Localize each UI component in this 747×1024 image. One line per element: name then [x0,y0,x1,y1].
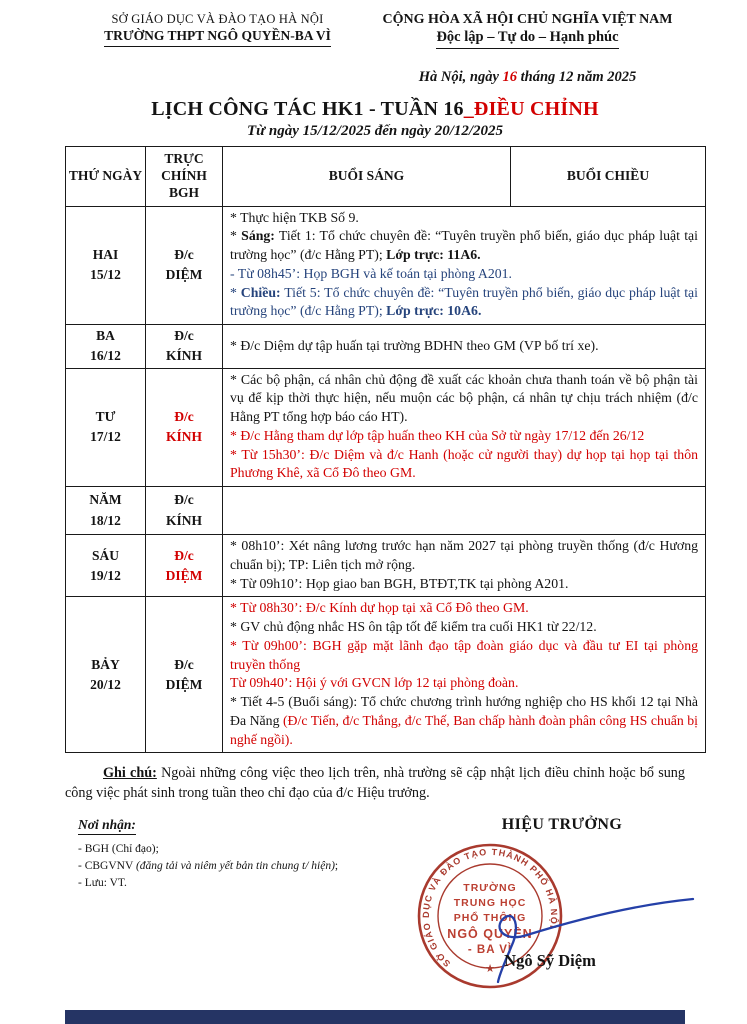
stamp-line: - BA VÌ [467,943,513,956]
text-segment: * Từ 09h10’: Họp giao ban BGH, BTĐT,TK tại phòng A201. [230,575,569,591]
schedule-row-tư [66,368,706,487]
text-segment: - BGH (Chỉ đạo); [78,842,159,855]
day-cell [66,206,146,325]
stamp-line: NGÔ QUYỀN [447,926,533,941]
text-segment: - Từ 08h45’: Họp BGH và kế toán tại phòng A201. [230,265,512,281]
day-date: 16/12 [90,348,121,364]
text-segment: * Đ/c Hằng tham dự lớp tập huấn theo KH của Sở từ ngày 17/12 đến 26/12 [230,427,645,443]
schedule-line [230,446,698,484]
national-title: CỘNG HÒA XÃ HỘI CHỦ NGHĨA VIỆT NAM [382,12,673,27]
schedule-content-cell [223,487,706,535]
stamp-line: TRƯỜNG [463,881,517,894]
stamp-ring-text: SỞ GIÁO DỤC VÀ ĐÀO TẠO THÀNH PHỐ HÀ NỘI [420,846,560,969]
text-segment: Sáng: [241,228,275,244]
national-motto-block [370,12,685,86]
page-subtitle: Từ ngày 15/12/2025 đến ngày 20/12/2025 [246,123,504,139]
schedule-line [230,209,698,228]
date-prefix: Hà Nội, ngày [418,69,503,85]
text-segment: * Tiết 4-5 (Buổi sáng): Tổ chức chương trình hướng nghiệp cho HS khối 12 tại Nhà Đa Năng [230,694,698,728]
document-footer [65,815,685,975]
duty-line: KÍNH [165,348,202,364]
date-day: 16 [502,69,518,85]
day-date: 17/12 [90,429,121,445]
title-main: LỊCH CÔNG TÁC HK1 - TUẦN 16 [151,98,464,120]
day-name: TƯ [95,409,116,425]
col-header-afternoon: BUỔI CHIỀU [511,147,706,207]
duty-line: Đ/c [174,328,194,344]
text-segment: Ghi chú: [103,765,157,782]
text-segment: (Đ/c Tiến, đ/c Thắng, đ/c Thế, Ban chấp hành đoàn phân công HS chuẩn bị nghế ngồi). [230,712,698,747]
schedule-line [230,637,698,675]
schedule-line [230,227,698,265]
schedule-line [230,337,698,356]
next-page-edge [65,1010,685,1024]
recipients-block [65,816,417,971]
schedule-row-bảy [66,597,706,753]
duty-line: DIỆM [165,267,203,283]
duty-line: Đ/c [174,492,194,508]
day-name: SÁU [91,547,119,563]
col-header-morning: BUỔI SÁNG [223,147,511,207]
schedule-content-cell [223,535,706,597]
text-segment: * Đ/c Diệm dự tập huấn tại trường BDHN theo GM (VP bố trí xe). [230,337,599,353]
schedule-line [230,575,698,594]
col-header-duty: TRỰC CHÍNH BGH [146,147,223,207]
note-paragraph [65,764,685,802]
text-segment: * Từ 08h30’: Đ/c Kính dự họp tại xã Cổ Đô theo GM. [230,600,529,616]
text-segment: * Các bộ phận, cá nhân chủ động đề xuất các khoản chưa thanh toán về bộ phận tài vụ để kịp thời thực hiện, nếu muộn các bộ phận, cá nhân tự chịu trách nhiệm (đ/c Hằng PT tổng hợp báo cáo HT). [230,371,698,425]
recipient-item [78,858,417,875]
day-name: BA [96,328,115,344]
day-cell [66,368,146,487]
schedule-table [65,146,706,753]
text-segment: * Thực hiện TKB Số 9. [230,209,359,225]
day-cell [66,325,146,369]
title-adjustment: _ĐIỀU CHỈNH [463,98,599,120]
duty-cell [146,487,223,535]
text-segment: Lớp trực: 11A6. [386,247,481,263]
day-name: NĂM [89,492,122,508]
duty-cell [146,368,223,487]
duty-line: KÍNH [165,512,202,528]
schedule-line [230,599,698,618]
date-line [370,69,685,86]
duty-line: DIỆM [165,676,203,692]
text-segment: * 08h10’: Xét nâng lương trước hạn năm 2027 tại phòng truyền thống (đ/c Hương chuẩn bị); TP: Liên tịch mở rộng. [230,538,698,572]
school-name: TRƯỜNG THPT NGÔ QUYỀN-BA VÌ [104,28,331,47]
text-segment: Chiều: [240,284,281,300]
day-cell [66,487,146,535]
stamp-star-icon: ★ [485,962,495,975]
duty-cell [146,535,223,597]
org-parent-name: SỞ GIÁO DỤC VÀ ĐÀO TẠO HÀ NỘI [111,12,324,26]
duty-cell [146,206,223,325]
schedule-content-cell [223,206,706,325]
schedule-row-sáu [66,535,706,597]
text-segment: * Từ 15h30’: Đ/c Diệm và đ/c Hanh (hoặc cử người thay) dự họp tại họp tại thôn Phương Khê, xã Cổ Đô theo GM. [230,446,698,481]
schedule-content-cell [223,325,706,369]
stamp-line: PHỔ THÔNG [453,911,527,924]
duty-line: Đ/c [174,409,194,425]
text-segment: Từ 09h40’: Hội ý với GVCN lớp 12 tại phòng đoàn. [230,675,519,691]
duty-line: Đ/c [174,247,194,263]
schedule-line [230,284,698,322]
schedule-row-năm [66,487,706,535]
duty-cell [146,325,223,369]
schedule-row-hai [66,206,706,325]
date-rest: tháng 12 năm 2025 [517,69,637,85]
text-segment: * [230,228,242,244]
text-segment: ; [334,859,339,872]
day-name: HAI [92,247,119,263]
table-header-row [66,147,706,207]
col-header-day: THỨ NGÀY [66,147,146,207]
text-segment: * GV chủ động nhắc HS ôn tập tốt để kiểm tra cuối HK1 từ 22/12. [230,619,597,635]
schedule-line [230,618,698,637]
document-header [65,12,685,86]
duty-cell [146,597,223,753]
day-date: 15/12 [90,267,121,283]
day-date: 20/12 [90,676,121,692]
text-segment: (đăng tải và niêm yết bản tin chung t/ hiện) [135,859,335,872]
day-date: 19/12 [90,567,121,583]
text-segment: * [230,284,241,300]
stamp-line: TRUNG HỌC [453,896,527,909]
day-date: 18/12 [90,512,121,528]
duty-line: Đ/c [174,547,194,563]
issuing-org-block [65,12,370,86]
text-segment: Lớp trực: 10A6. [386,303,482,319]
schedule-line [230,371,698,427]
signer-title: HIỆU TRƯỞNG [501,815,623,833]
text-segment: * Từ 09h00’: BGH gặp mặt lãnh đạo tập đoàn giáo dục và đầu tư EI tại phòng truyền thống [230,637,698,672]
schedule-line [230,265,698,284]
schedule-line [230,427,698,446]
day-cell [66,597,146,753]
text-segment: - CBGVNV [78,859,136,872]
text-segment: Ngoài những công việc theo lịch trên, nhà trường sẽ cập nhật lịch điều chỉnh hoặc bổ sung công việc phát sinh trong tuần theo chỉ đạo của đ/c Hiệu trưởng. [65,765,685,801]
day-cell [66,535,146,597]
duty-line: Đ/c [174,656,194,672]
schedule-line [230,693,698,749]
signer-name: Ngô Sỹ Diệm [504,950,596,970]
duty-line: KÍNH [165,429,202,445]
duty-line: DIỆM [165,567,203,583]
page-title [65,98,685,121]
schedule-line [230,537,698,575]
recipient-item [78,875,417,892]
text-segment: - Lưu: VT. [78,877,127,890]
text-segment: Tiết 5: Tổ chức chuyên đề: “Tuyên truyền phổ biến, giáo dục pháp luật tại trường học” (đ/c Hằng PT); [230,284,698,319]
national-motto: Độc lập – Tự do – Hạnh phúc [436,29,618,49]
day-name: BẢY [91,656,120,672]
schedule-content-cell [223,597,706,753]
schedule-row-ba [66,325,706,369]
signature-block [417,815,685,975]
text-segment: Tiết 1: Tổ chức chuyên đề: “Tuyên truyền phổ biến, giáo dục pháp luật tại trường học” (đ/c Hằng PT); [230,228,698,263]
schedule-content-cell [223,368,706,487]
recipient-item [78,841,417,858]
recipients-label: Nơi nhận: [78,817,136,835]
schedule-line [230,674,698,693]
